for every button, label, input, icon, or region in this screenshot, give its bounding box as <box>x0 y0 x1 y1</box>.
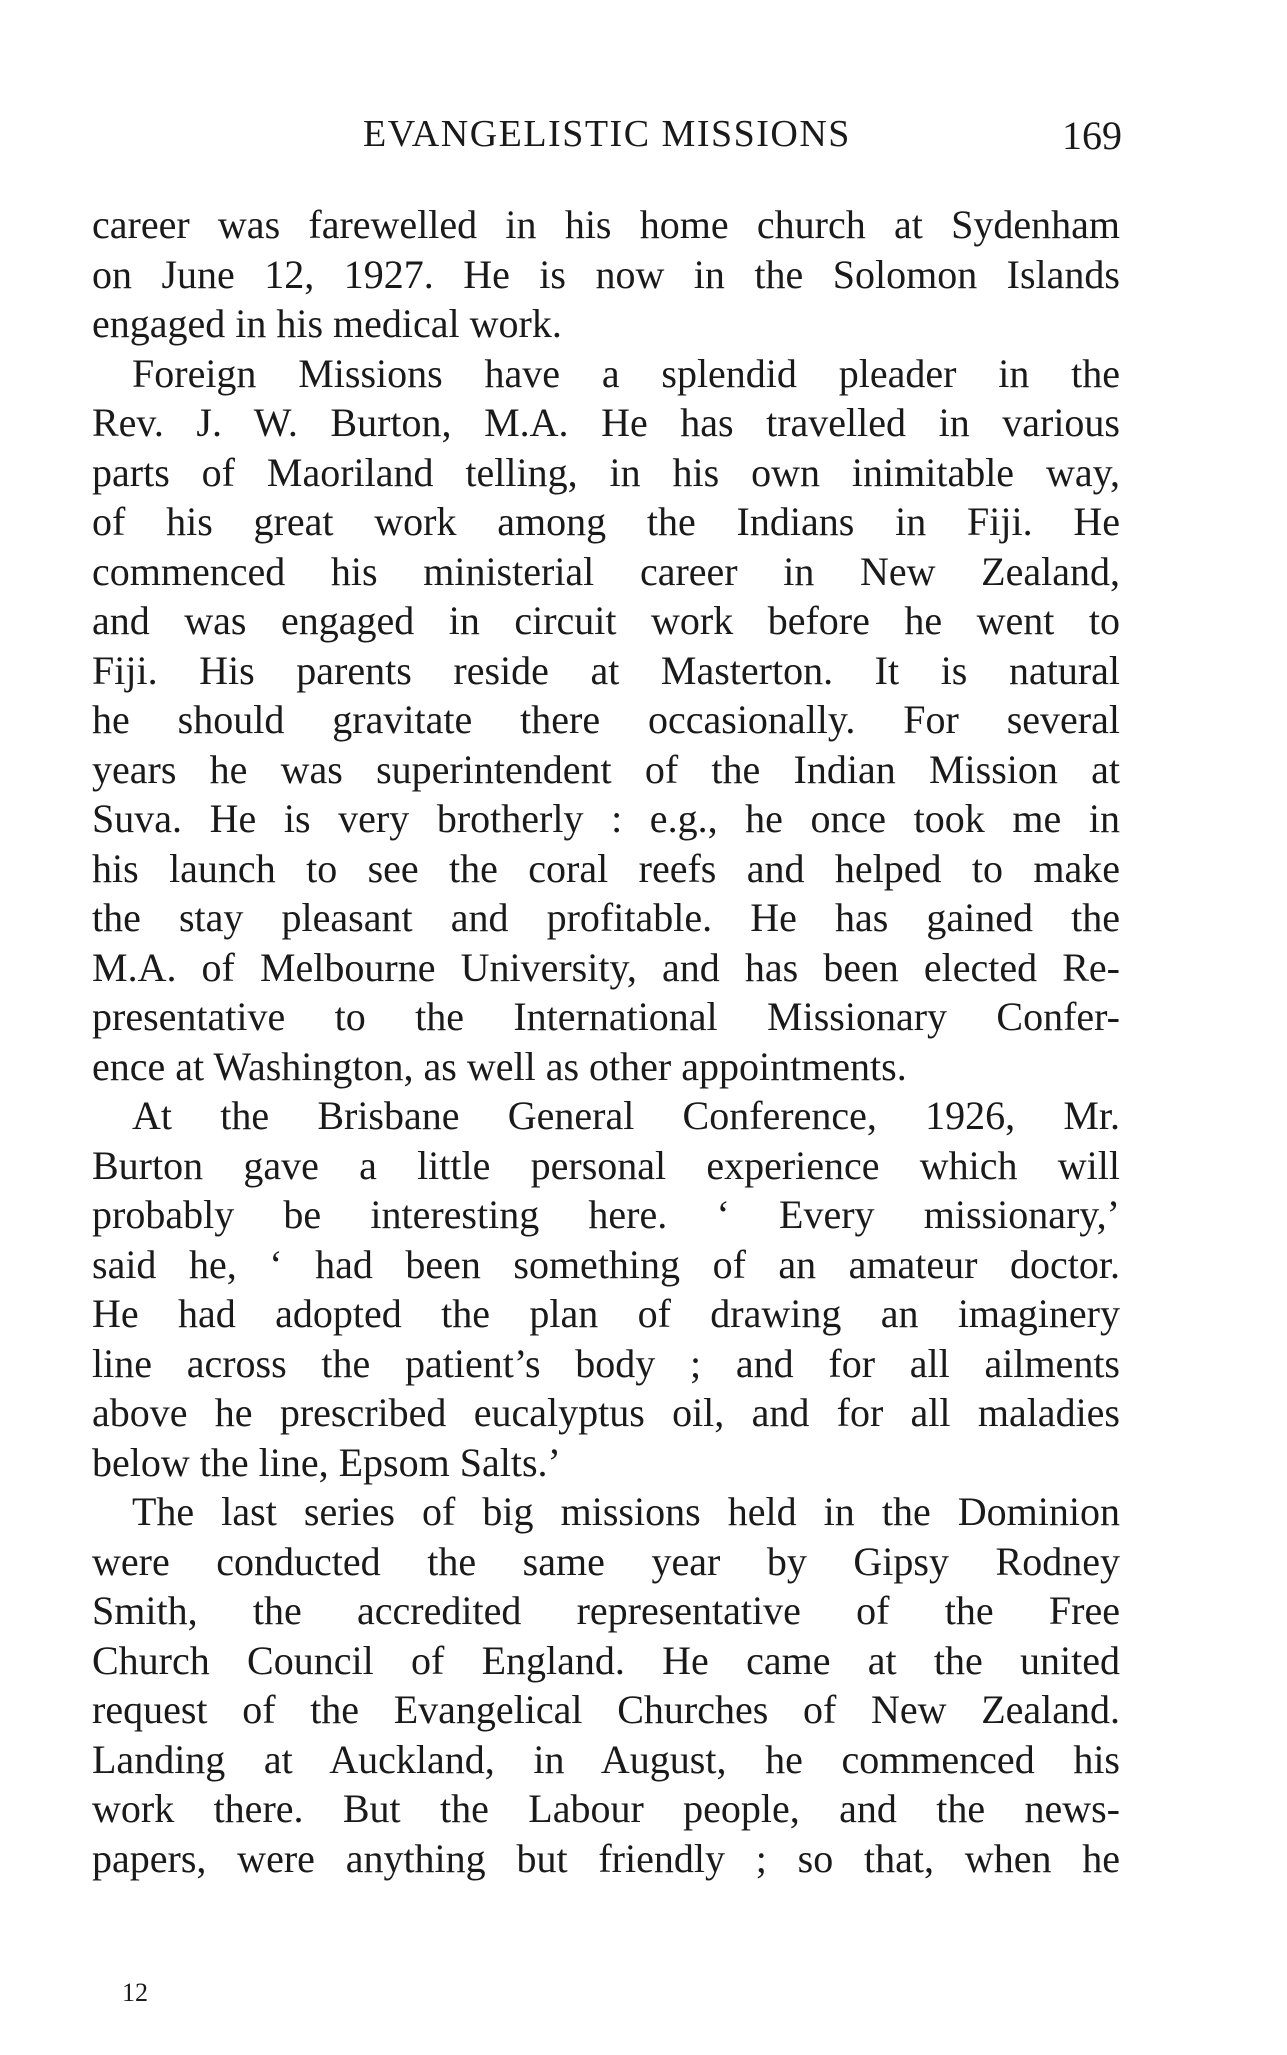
text-line: presentative to the International Missionary Confer- <box>92 994 1120 1039</box>
text-line: Suva. He is very brotherly : e.g., he once took me in <box>92 796 1120 841</box>
text-line: and was engaged in circuit work before he went to <box>92 598 1120 643</box>
text-line: above he prescribed eucalyptus oil, and for all maladies <box>92 1390 1120 1435</box>
text-line: years he was superintendent of the Indian Mission at <box>92 746 1120 792</box>
text-line: commenced his ministerial career in New Zealand, <box>92 548 1120 594</box>
text-line: the stay pleasant and profitable. He has gained the <box>92 895 1120 940</box>
running-head <box>92 112 1122 162</box>
text-line: career was farewelled in his home church at Sydenham <box>92 202 1120 247</box>
text-line: At the Brisbane General Conference, 1926, Mr. <box>132 1093 1120 1138</box>
text-line: The last series of big missions held in the Dominion <box>132 1489 1120 1534</box>
text-line: below the line, Epsom Salts.’ <box>92 1439 561 1485</box>
text-line: parts of Maoriland telling, in his own inimitable way, <box>92 449 1120 495</box>
text-line: Foreign Missions have a splendid pleader in the <box>132 350 1120 396</box>
paragraph <box>92 1487 1120 1883</box>
text-line: he should gravitate there occasionally. For several <box>92 697 1120 742</box>
paragraph <box>92 1091 1120 1487</box>
text-line: engaged in his medical work. <box>92 301 562 346</box>
page-number: 169 <box>1062 113 1122 158</box>
text-line: request of the Evangelical Churches of New Zealand. <box>92 1687 1120 1732</box>
text-line: on June 12, 1927. He is now in the Solomon Islands <box>92 251 1120 297</box>
paragraph <box>92 349 1120 1092</box>
text-line: ence at Washington, as well as other appointments. <box>92 1043 907 1089</box>
running-title: EVANGELISTIC MISSIONS <box>363 113 851 155</box>
paragraph <box>92 200 1120 349</box>
text-line: probably be interesting here. ‘ Every missionary,’ <box>92 1192 1120 1237</box>
text-line: line across the patient’s body ; and for all ailments <box>92 1340 1120 1386</box>
text-line: his launch to see the coral reefs and helped to make <box>92 845 1120 891</box>
signature-mark: 12 <box>122 1978 148 2007</box>
body-text <box>92 200 1120 1883</box>
text-line: Smith, the accredited representative of the Free <box>92 1588 1120 1633</box>
text-line: M.A. of Melbourne University, and has been elected Re- <box>92 944 1120 990</box>
text-line: were conducted the same year by Gipsy Rodney <box>92 1538 1120 1584</box>
text-line: Church Council of England. He came at the united <box>92 1637 1120 1683</box>
text-line: Rev. J. W. Burton, M.A. He has travelled in various <box>92 400 1120 445</box>
text-line: work there. But the Labour people, and the news- <box>92 1786 1120 1831</box>
text-line: said he, ‘ had been something of an amateur doctor. <box>92 1241 1120 1287</box>
text-line: He had adopted the plan of drawing an imaginery <box>92 1291 1120 1336</box>
text-line: Landing at Auckland, in August, he commenced his <box>92 1736 1120 1782</box>
text-line: of his great work among the Indians in Fiji. He <box>92 499 1120 544</box>
text-line: Burton gave a little personal experience which will <box>92 1142 1120 1188</box>
text-line: Fiji. His parents reside at Masterton. It is natural <box>92 647 1120 693</box>
text-line: papers, were anything but friendly ; so that, when he <box>92 1835 1120 1881</box>
